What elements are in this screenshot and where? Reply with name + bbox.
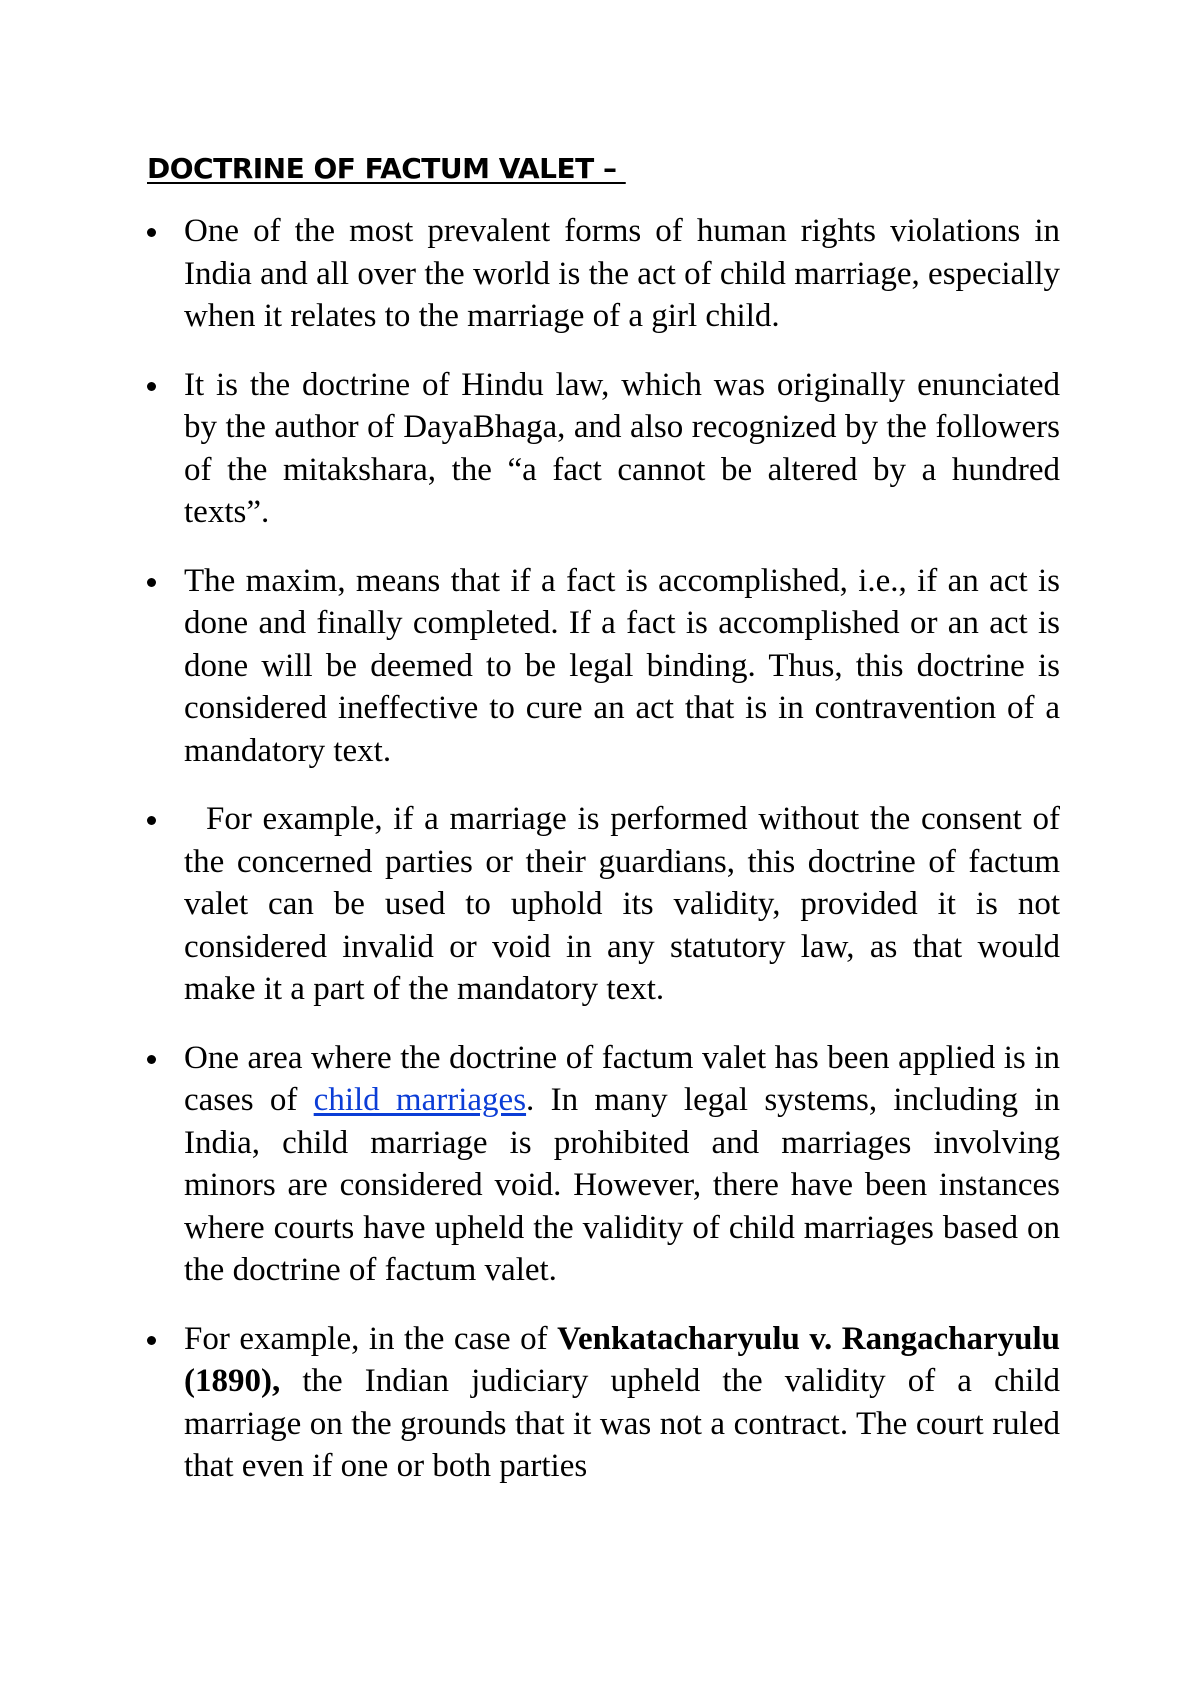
list-item (147, 1318, 1060, 1488)
bullet-text-before-link: One area where the doctrine of factum valet has been applied is in cases of (184, 1039, 1060, 1118)
bullet-text (184, 1040, 1060, 1289)
bullet-dot-icon (147, 1055, 156, 1064)
list-item (147, 210, 1060, 338)
list-item (147, 560, 1060, 773)
bullet-text: It is the doctrine of Hindu law, which was originally enunciated by the author of DayaBhaga, and also recognized by the followers of the mitakshara, the “a fact cannot be altered by a hundred texts”. (184, 366, 1060, 530)
bullet-text (184, 1321, 1060, 1485)
list-item (147, 798, 1060, 1011)
bullet-dot-icon (147, 816, 156, 825)
bullet-text-after-link: . In many legal systems, including in India, child marriage is prohibited and marriages involving minors are considered void. However, there have been instances where courts have upheld the validity of child marriages based on the doctrine of factum valet. (184, 1082, 1060, 1288)
bullet-text-after-bold: the Indian judiciary upheld the validity of a child marriage on the grounds that it was not a contract. The court ruled that even if one or both parties (184, 1363, 1060, 1484)
child-marriages-link[interactable]: child marriages (313, 1082, 527, 1118)
bullet-dot-icon (147, 578, 156, 587)
bullet-text-before-bold: For example, in the case of (184, 1320, 558, 1357)
bullet-text: For example, if a marriage is performed without the consent of the concerned parties or their guardians, this doctrine of factum valet can be used to uphold its validity, provided it is not considered invalid or void in any statutory law, as that would make it a part of the mandatory text. (184, 801, 1060, 1007)
bullet-dot-icon (147, 1336, 156, 1345)
list-item (147, 1037, 1060, 1292)
bullet-dot-icon (147, 382, 156, 391)
list-item (147, 364, 1060, 534)
document-heading: DOCTRINE OF FACTUM VALET – (147, 152, 626, 185)
bullet-text: The maxim, means that if a fact is accomplished, i.e., if an act is done and finally completed. If a fact is accomplished or an act is done will be deemed to be legal binding. Thus, this doctrine is considered ineffective to cure an act that is in contravention of a mandatory text. (184, 562, 1060, 769)
bullet-dot-icon (147, 228, 156, 237)
bullet-text: One of the most prevalent forms of human rights violations in India and all over the world is the act of child marriage, especially when it relates to the marriage of a girl child. (184, 213, 1060, 334)
bullet-list (147, 210, 1060, 1514)
case-citation: Venkatacharyulu v. Rangacharyulu (1890), (184, 1320, 1060, 1399)
